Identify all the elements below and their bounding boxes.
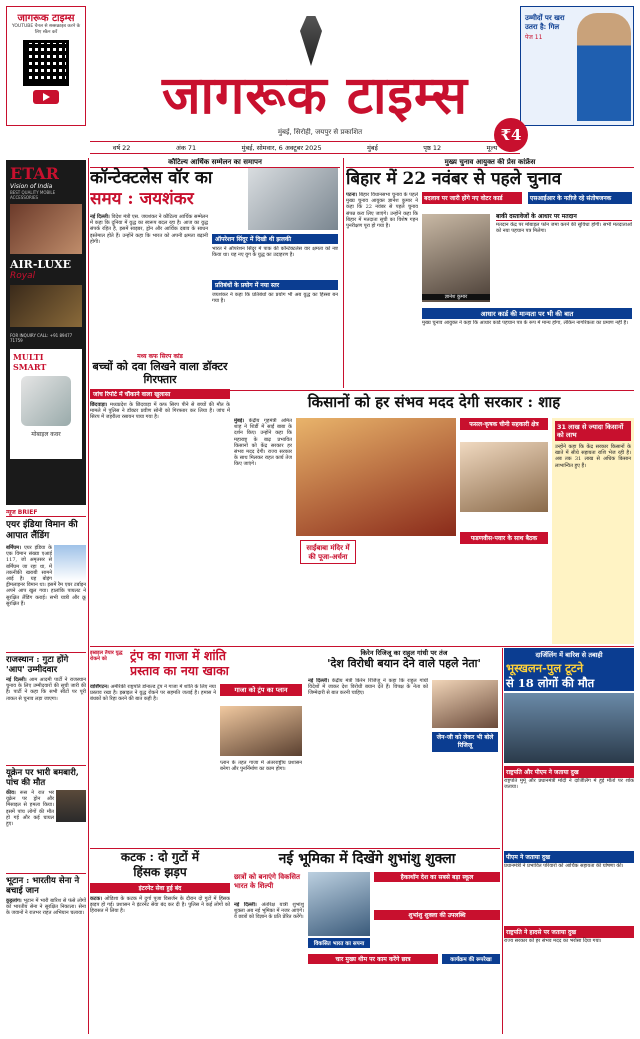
trump-kicker: इस्राइल तैयार युद्ध रोकने को: [90, 650, 123, 662]
darj-sub-body: राष्ट्रपति मुर्मू और प्रधानमंत्री मोदी ने दार्जिलिंग में हुई मौतों पर शोक जताया।: [504, 778, 634, 791]
bhutan-dateline: कुट्टलांग।: [6, 898, 22, 904]
kisan-tag-aid: फडणवीस-पवार के साथ बैठक: [460, 532, 548, 544]
cuttack-tag: इंटरनेट सेवा हुई बंद: [90, 883, 230, 893]
story-rijiju: [308, 648, 500, 846]
bihar-title[interactable]: बिहार में 22 नवंबर से पहले चुनाव: [346, 169, 562, 189]
story-shubhanshu: [234, 850, 500, 1034]
bhutan-body: भूटान में भारी बारिश से फंसे लोगों को भारतीय सेना ने सुरक्षित निकाला। सेना के जवानों ने रातभर राहत अभियान चलाया।: [6, 898, 86, 917]
cuttack-body: ओडिशा के कटक में दुर्गा पूजा विसर्जन के दौरान दो गुटों में हिंसक झड़प हो गई। प्रशासन ने इंटरनेट सेवा बंद कर दी है। पुलिस ने कई लोगों को हिरासत में लिया है।: [90, 896, 230, 915]
story-cuttack: [90, 850, 230, 1034]
bihar-sub-body: मतदान केंद्र पर मोबाइल फोन जमा करने की सुविधा होगी। सभी मतदाताओं को नया पहचान पत्र मिलेगा।: [496, 222, 632, 235]
doc-tag: जांच रिपोर्ट में चौंकाने वाला खुलासा: [90, 389, 230, 399]
masthead-title: जागरूक टाइम्स: [161, 66, 469, 126]
story-bihar: [346, 158, 634, 388]
darj-title2[interactable]: से 18 लोगों की मौत: [504, 676, 634, 691]
rule-1: [88, 158, 89, 1034]
trump-title2[interactable]: प्रस्ताव का नया खाका: [130, 663, 229, 678]
brand-box-title: जागरूक टाइम्स: [17, 13, 75, 24]
right-promo-page: पेज 11: [525, 34, 543, 41]
rahul-photo: [432, 680, 498, 728]
rule-4: [90, 646, 634, 647]
trump-sub-body: प्लान के तहत गाजा में अंतरराष्ट्रीय प्रशासन बनेगा और पुनर्निर्माण का काम होगा।: [220, 760, 302, 773]
ad-bottom: मोबाइल कवर: [31, 431, 61, 438]
bihar-tag2: एसआईआर के नतीजे रहे संतोषजनक: [528, 192, 632, 204]
kisan-box: [552, 418, 634, 644]
bihar-dateline: पटना।: [346, 192, 358, 198]
shah-temple-photo: [296, 418, 456, 536]
bihar-sub2-body: मुख्य चुनाव आयुक्त ने कहा कि आधार कार्ड पहचान पत्र के रूप में मान्य होगा, लेकिन नागरिकता का प्रमाण नहीं है।: [422, 320, 629, 326]
js-body: विदेश मंत्री एस. जयशंकर ने कौटिल्य आर्थिक सम्मेलन में कहा कि दुनिया में युद्ध का स्वरूप बदल रहा है। आज का युद्ध संपर्क रहित है, इसमें साइबर, ड्रोन और आर्थिक दबाव के साधन इस्तेमाल होते हैं। उन्होंने कहा कि भारत को अपनी क्षमता बढ़ानी होगी।: [90, 214, 209, 245]
rijiju-tag: जेन-जी को लेकर भी बोले रिजिजू: [432, 732, 498, 752]
masthead-subtitle: मुंबई, सिरोही, जयपुर से प्रकाशित: [277, 128, 363, 136]
trump-title1[interactable]: ट्रंप का गाजा में शांति: [130, 648, 227, 663]
story-kisan: [234, 392, 634, 648]
shubh-body: अंतरिक्ष यात्री शुभांशु शुक्ला अब नई भूमिका में नजर आएंगे। वे छात्रों को विज्ञान के प्रति प्रेरित करेंगे।: [234, 902, 304, 921]
info-issue: अंक 71: [175, 144, 197, 152]
shubh-dateline: नई दिल्ली।: [234, 902, 257, 908]
ad-sub: BEST QUALITY MOBILE ACCESSORIES: [10, 190, 56, 200]
brief-kicker: न्यूज BRIEF: [6, 508, 86, 517]
story-jaishankar: [90, 158, 340, 348]
ai-dateline: बर्मिंघम।: [6, 545, 21, 551]
rule-2: [343, 158, 344, 388]
ad-brand: ETAR: [10, 164, 59, 183]
raj-title[interactable]: राजस्थान : गुटा होंगे 'आप' उम्मीदवार: [6, 655, 69, 675]
js-sub2-body: जयशंकर ने कहा कि प्रतिबंधों का प्रयोग भी अब युद्ध का हिस्सा बन गया है।: [212, 292, 338, 305]
js-title2[interactable]: समय : जयशंकर: [90, 189, 194, 209]
cuttack-title1[interactable]: कटक : दो गुटों में: [120, 850, 200, 864]
brief-ukraine: [6, 765, 86, 870]
right-promo-title: उम्मीदों पर खरा उतरा है: गिल: [525, 13, 565, 31]
bihar-tag1: बदलाव पर जारी होंगे नए वोटर कार्ड: [422, 192, 522, 204]
js-sub2: प्रतिबंधों के प्रयोग में नया स्तर: [212, 280, 338, 290]
darjeeling-photo: [504, 693, 634, 763]
bihar-body: बिहार विधानसभा चुनाव के पहले मुख्य चुनाव आयुक्त ज्ञानेश कुमार ने कहा कि 22 नवंबर से पहले चुनाव संपन्न करा लिए जाएंगे। उन्होंने कहा कि बिहार में मतदाता सूची का विशेष गहन पुनरीक्षण पूरा हो गया है।: [346, 192, 418, 230]
shubh-tag4: चार मुख्य थीम पर काम करेंगे छात्र: [308, 954, 438, 964]
qr-code-icon[interactable]: [23, 40, 69, 86]
ai-plane-photo: [54, 545, 86, 581]
ad-model-photo: [10, 204, 82, 254]
darj-sub2-body: प्रधानमंत्री ने प्रभावित परिवारों को आर्थिक सहायता की घोषणा की।: [504, 863, 624, 869]
shubh-tag2: शुभांशु शुक्ला की उपलब्धि: [374, 910, 500, 920]
bihar-sub: बाकी दस्तावेजों के आधार पर मतदान: [496, 212, 632, 221]
trump-dateline: वाशिंगटन।: [90, 684, 109, 690]
darj-kicker: दार्जिलिंग में बारिश से तबाही: [504, 648, 634, 661]
brief-rajasthan: [6, 652, 86, 762]
darj-sub: राष्ट्रपति और पीएम ने जताया दुख: [504, 766, 634, 778]
ad-product-photo: [10, 285, 82, 327]
darj-sub3-body: राज्य सरकार को हर संभव मदद का भरोसा दिया गया।: [504, 938, 602, 944]
brief-bhutan: [6, 873, 86, 1033]
info-bar: [90, 141, 520, 154]
info-date: मुंबई, सोमवार, 6 अक्टूबर 2025: [241, 144, 322, 152]
story-trump: [90, 648, 304, 846]
brand-box: [6, 6, 86, 126]
shubh-tag3: कार्यक्रम की रूपरेखा: [442, 954, 500, 964]
left-ad[interactable]: [6, 160, 86, 505]
story-doctor: [90, 352, 230, 642]
shubh-kicker: छात्रों को बनाएंगे विकसित भारत के शिल्पी: [234, 872, 301, 890]
price-badge: ₹4: [494, 118, 528, 152]
js-sub1-body: भारत ने ऑपरेशन सिंदूर में पाक की कॉन्टेक्टलेस वार क्षमता को नष्ट किया था। यह नए युग के युद्ध का उदाहरण है।: [212, 246, 338, 259]
kisan-tag-crop: फसल-कृषक चीनी सहकारी क्षेत्र: [460, 418, 548, 430]
ukr-photo: [56, 790, 86, 822]
info-city: मुंबई: [367, 144, 378, 152]
rijiju-dateline: नई दिल्ली।: [308, 678, 330, 684]
right-promo[interactable]: [520, 6, 634, 126]
raj-body: आम आदमी पार्टी ने राजस्थान चुनाव के लिए उम्मीदवारों की सूची जारी की है। पार्टी ने कहा कि सभी सीटों पर पूरी ताकत से चुनाव लड़ा जाएगा।: [6, 677, 86, 702]
cricketer-photo: [577, 13, 631, 121]
kisan-dateline: मुंबई।: [234, 418, 245, 424]
shubhanshu-photo: [308, 872, 370, 936]
kisan-box-body: उन्होंने कहा कि केंद्र सरकार किसानों के खाते में सीधे सहायता राशि भेज रही है। अब तक 31 लाख से अधिक किसान लाभान्वित हुए हैं।: [555, 444, 631, 469]
darj-sub3: राष्ट्रपति ने हादसे पर जताया दुख: [504, 926, 634, 938]
trump-sub: गाजा को ट्रंप का प्लान: [220, 684, 302, 696]
ad-contact: FOR INQUIRY CALL: +91 89477 71759: [10, 333, 73, 343]
brief-ai-title[interactable]: एयर इंडिया विमान की आपात लैंडिंग: [6, 520, 78, 541]
pen-icon: [300, 16, 322, 66]
darj-sub2: पीएम ने जताया दुख: [504, 851, 634, 863]
rijiju-body: केंद्रीय मंत्री किरेन रिजिजू ने कहा कि राहुल गांधी विदेशों में जाकर देश विरोधी बयान देते हैं। विपक्ष के नेता को जिम्मेदारी से बात करनी चाहिए।: [308, 678, 428, 697]
ukr-dateline: कीव।: [6, 790, 16, 796]
ukr-title[interactable]: यूक्रेन पर भारी बमबारी, पांच की मौत: [6, 768, 79, 788]
bhutan-title[interactable]: भूटान : भारतीय सेना ने बचाई जान: [6, 876, 80, 896]
kisan-box-title: 31 लाख से ज्यादा किसानों को लाभ: [555, 421, 631, 441]
ad-device-photo: [21, 376, 71, 426]
rule-3: [90, 390, 634, 391]
kisan-title[interactable]: किसानों को हर संभव मदद देगी सरकार : शाह: [307, 393, 561, 411]
bihar-sub2: आधार कार्ड की मान्यता पर भी की बात: [422, 308, 632, 319]
js-sub1: ऑपरेशन सिंदूर में दिखी थी झलकी: [212, 234, 338, 244]
raj-dateline: नई दिल्ली।: [6, 677, 27, 683]
rule-6: [502, 648, 503, 1034]
doc-body: मध्यप्रदेश के छिंदवाड़ा में कफ सिरप पीने से बच्चों की मौत के मामले में पुलिस ने डॉक्टर प्रवीण सोनी को गिरफ्तार कर लिया है। जांच में सिरप में जहरीला रसायन पाया गया है।: [90, 402, 230, 421]
story-darjeeling: [504, 648, 634, 1034]
js-kicker: कौटिल्य आर्थिक सम्मेलन का समापन: [90, 158, 340, 168]
cuttack-title2[interactable]: हिंसक झड़प: [133, 865, 187, 879]
info-price-label: मूल्य: [486, 144, 498, 152]
trump-body: अमेरिकी राष्ट्रपति डोनाल्ड ट्रंप ने गाजा में शांति के लिए नया प्रस्ताव रखा है। इस्राइल ने युद्ध रोकने पर सहमति जताई है। हमास ने बंधकों को रिहा करने की बात कही है।: [90, 684, 216, 703]
doc-kicker: मध्य कफ सिरप कांड: [137, 353, 183, 360]
shah-photo: [460, 442, 548, 512]
rijiju-kicker: किरेन रिजिजू का राहुल गांधी पर तंज: [360, 649, 448, 657]
ad-brand2: MULTI SMART: [13, 352, 47, 372]
ad-product2: Royal: [10, 271, 36, 281]
brand-box-sub: YOUTUBE चैनल से सब्सक्राइब करने के लिए स्कैन करें: [11, 24, 81, 35]
shubh-sub: विकसित भारत का सपना: [308, 938, 370, 948]
ad-product: AIR-LUXE: [10, 258, 72, 271]
darj-title1[interactable]: भूस्खलन-पुल टूटने: [504, 661, 634, 676]
ad-tagline: Vision of India: [10, 183, 53, 190]
brief-air-india: [6, 508, 86, 648]
kisan-photo-caption: साईंबाबा मंदिर में की पूजा-अर्चना: [300, 540, 356, 564]
doc-title[interactable]: बच्चों को दवा लिखने वाला डॉक्टर गिरफ्तार: [92, 360, 228, 386]
bihar-kicker: मुख्य चुनाव आयुक्त की प्रेस कांफ्रेंस: [346, 158, 634, 168]
shubh-tag1: हैकाथॉन देश का सबसे बड़ा स्कूल: [374, 872, 500, 882]
js-dateline: नई दिल्ली।: [90, 214, 110, 220]
ukr-body: रूस ने रात भर यूक्रेन पर ड्रोन और मिसाइल से हमला किया। इसमें पांच लोगों की मौत हो गई और कई घायल हुए।: [6, 790, 55, 828]
rijiju-title[interactable]: 'देश विरोधी बयान देने वाले पहले नेता': [327, 657, 481, 670]
bihar-caption: ज्ञानेश कुमार: [422, 294, 490, 300]
youtube-icon: [33, 90, 59, 104]
info-pages: पृष्ठ 12: [423, 144, 442, 152]
kisan-body: केंद्रीय गृहमंत्री अमित शाह ने शिर्डी में साईं बाबा के दर्शन किए। उन्होंने कहा कि महाराष्ट्र के बाढ़ प्रभावित किसानों को केंद्र सरकार हर संभव मदद देगी। राज्य सरकार के साथ मिलकर राहत कार्य तेज किए जाएंगे।: [234, 418, 292, 468]
ai-body: एयर इंडिया के एक विमान संख्या एआई 117, जो अमृतसर से बर्मिंघम जा रहा था, में तकनीकी खराबी सामने आई है। यह बोइंग ड्रीमलाइनर विमान था। इसमें रैम एयर टर्बाइन अपने आप खुल गया। हालांकि पायलट ने सुरक्षित लैंडिंग कराई। सभी यात्री और क्रू सुरक्षित हैं।: [6, 545, 86, 607]
jaishankar-photo: [248, 168, 338, 230]
shubh-title[interactable]: नई भूमिका में दिखेंगे शुभांशु शुक्ला: [278, 851, 456, 867]
cuttack-dateline: कटक।: [90, 896, 103, 902]
rule-5: [90, 848, 500, 849]
trump-photo: [220, 706, 302, 756]
gyanesh-photo: [422, 214, 490, 302]
doc-dateline: छिंदवाड़ा।: [90, 402, 108, 408]
info-year: वर्ष 22: [112, 144, 131, 152]
js-title1[interactable]: कॉन्टेक्टलेस वॉर का: [90, 168, 213, 188]
